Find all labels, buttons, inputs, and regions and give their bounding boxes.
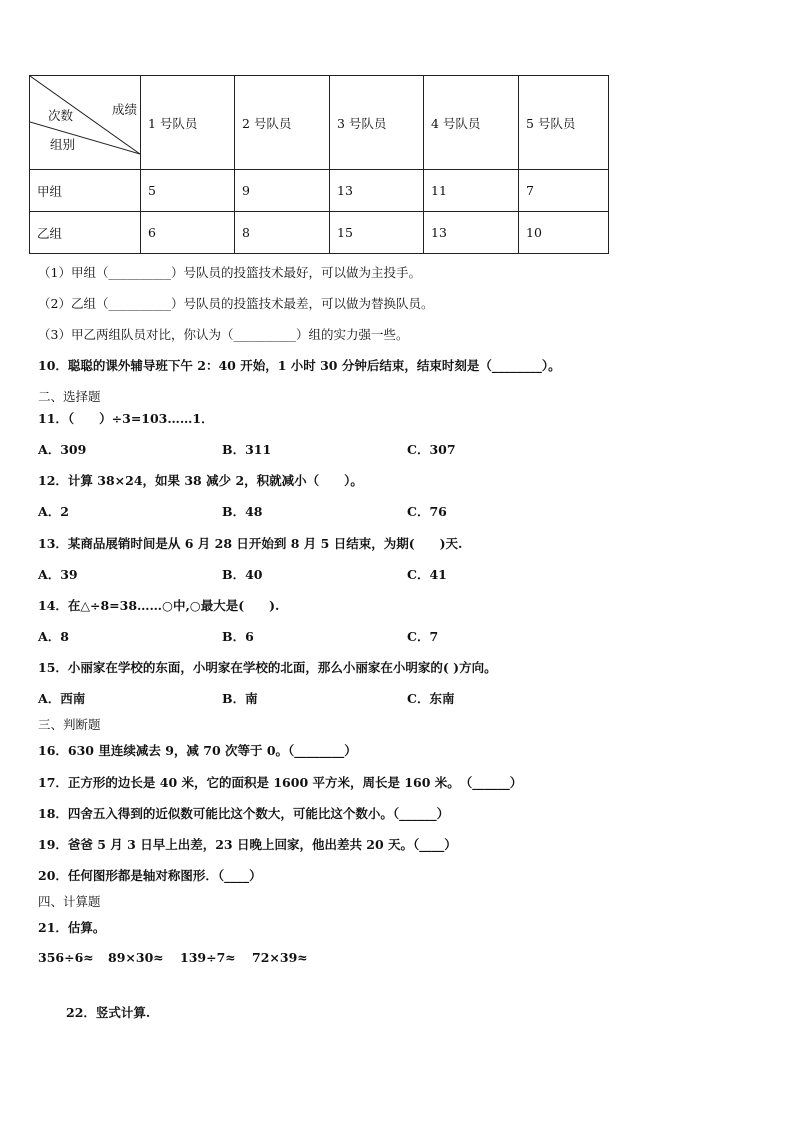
table-cell: 15 bbox=[330, 212, 424, 254]
q15-option-a: A．西南 bbox=[38, 691, 86, 706]
diag-label-score: 成绩 bbox=[112, 102, 138, 117]
q13-option-c: C．41 bbox=[407, 567, 447, 582]
q12-option-a: A．2 bbox=[38, 504, 69, 519]
table-cell: 8 bbox=[235, 212, 330, 254]
table-cell: 9 bbox=[235, 170, 330, 212]
question-18: 18．四舍五入得到的近似数可能比这个数大，可能比这个数小。（______） bbox=[38, 806, 450, 821]
table-header-row bbox=[30, 76, 609, 170]
q15-option-b: B．南 bbox=[222, 691, 258, 706]
question-22: 22．竖式计算. bbox=[66, 1005, 151, 1020]
q14-option-c: C．7 bbox=[407, 629, 439, 644]
table-cell: 13 bbox=[330, 170, 424, 212]
table-cell: 6 bbox=[141, 212, 235, 254]
section-choice-heading: 二、选择题 bbox=[38, 389, 101, 404]
q11-option-b: B．311 bbox=[222, 442, 272, 457]
header-player-3: 3 号队员 bbox=[330, 76, 424, 170]
estimate-item-2: 89×30≈ bbox=[108, 950, 164, 965]
question-20: 20．任何图形都是轴对称图形．（____） bbox=[38, 868, 262, 883]
diag-label-group: 组别 bbox=[50, 137, 76, 152]
row-group-jia: 甲组 bbox=[30, 170, 141, 212]
row-group-yi: 乙组 bbox=[30, 212, 141, 254]
header-player-2: 2 号队员 bbox=[235, 76, 330, 170]
table-cell: 5 bbox=[141, 170, 235, 212]
question-15: 15．小丽家在学校的东面，小明家在学校的北面，那么小丽家在小明家的( )方向。 bbox=[38, 660, 497, 675]
question-21: 21．估算。 bbox=[38, 920, 106, 935]
q12-option-b: B．48 bbox=[222, 504, 263, 519]
question-10: 10．聪聪的课外辅导班下午 2：40 开始，1 小时 30 分钟后结束，结束时刻是（________）。 bbox=[38, 358, 561, 373]
question-16: 16．630 里连续减去 9，减 70 次等于 0。（________） bbox=[38, 743, 357, 758]
estimate-item-1: 356÷6≈ bbox=[38, 950, 94, 965]
section-judgement-heading: 三、判断题 bbox=[38, 717, 101, 732]
q12-option-c: C．76 bbox=[407, 504, 447, 519]
diagonal-header-cell bbox=[30, 76, 141, 170]
q11-option-c: C．307 bbox=[407, 442, 456, 457]
question-17: 17．正方形的边长是 40 米，它的面积是 1600 平方米，周长是 160 米。 （______） bbox=[38, 775, 523, 790]
table-row bbox=[30, 212, 609, 254]
q15-option-c: C．东南 bbox=[407, 691, 455, 706]
section-calc-heading: 四、计算题 bbox=[38, 894, 101, 909]
question-19: 19．爸爸 5 月 3 日早上出差，23 日晚上回家，他出差共 20 天。（____） bbox=[38, 837, 457, 852]
diag-label-count: 次数 bbox=[48, 108, 74, 123]
q13-option-b: B．40 bbox=[222, 567, 263, 582]
table-row bbox=[30, 170, 609, 212]
table-cell: 13 bbox=[424, 212, 519, 254]
header-player-5: 5 号队员 bbox=[519, 76, 609, 170]
header-player-4: 4 号队员 bbox=[424, 76, 519, 170]
estimate-item-3: 139÷7≈ bbox=[180, 950, 236, 965]
table-cell: 11 bbox=[424, 170, 519, 212]
q14-option-b: B．6 bbox=[222, 629, 254, 644]
q14-option-a: A．8 bbox=[38, 629, 69, 644]
table-cell: 7 bbox=[519, 170, 609, 212]
question-14: 14．在△÷8=38……○中,○最大是( ). bbox=[38, 598, 280, 613]
question-12: 12．计算 38×24，如果 38 减少 2，积就减小（ ）。 bbox=[38, 473, 363, 488]
header-player-1: 1 号队员 bbox=[141, 76, 235, 170]
estimate-item-4: 72×39≈ bbox=[252, 950, 308, 965]
question-11: 11．（ ）÷3=103……1． bbox=[38, 411, 214, 426]
q11-option-a: A．309 bbox=[38, 442, 87, 457]
q13-option-a: A．39 bbox=[38, 567, 78, 582]
table-cell: 10 bbox=[519, 212, 609, 254]
sub-question-1: （1）甲组（__________）号队员的投篮技术最好，可以做为主投手。 bbox=[38, 265, 421, 280]
sub-question-2: （2）乙组（__________）号队员的投篮技术最差，可以做为替换队员。 bbox=[38, 296, 434, 311]
sub-question-3: （3）甲乙两组队员对比，你认为（__________）组的实力强一些。 bbox=[38, 327, 409, 342]
score-table bbox=[29, 75, 609, 254]
question-13: 13．某商品展销时间是从 6 月 28 日开始到 8 月 5 日结束，为期( )天. bbox=[38, 536, 463, 551]
